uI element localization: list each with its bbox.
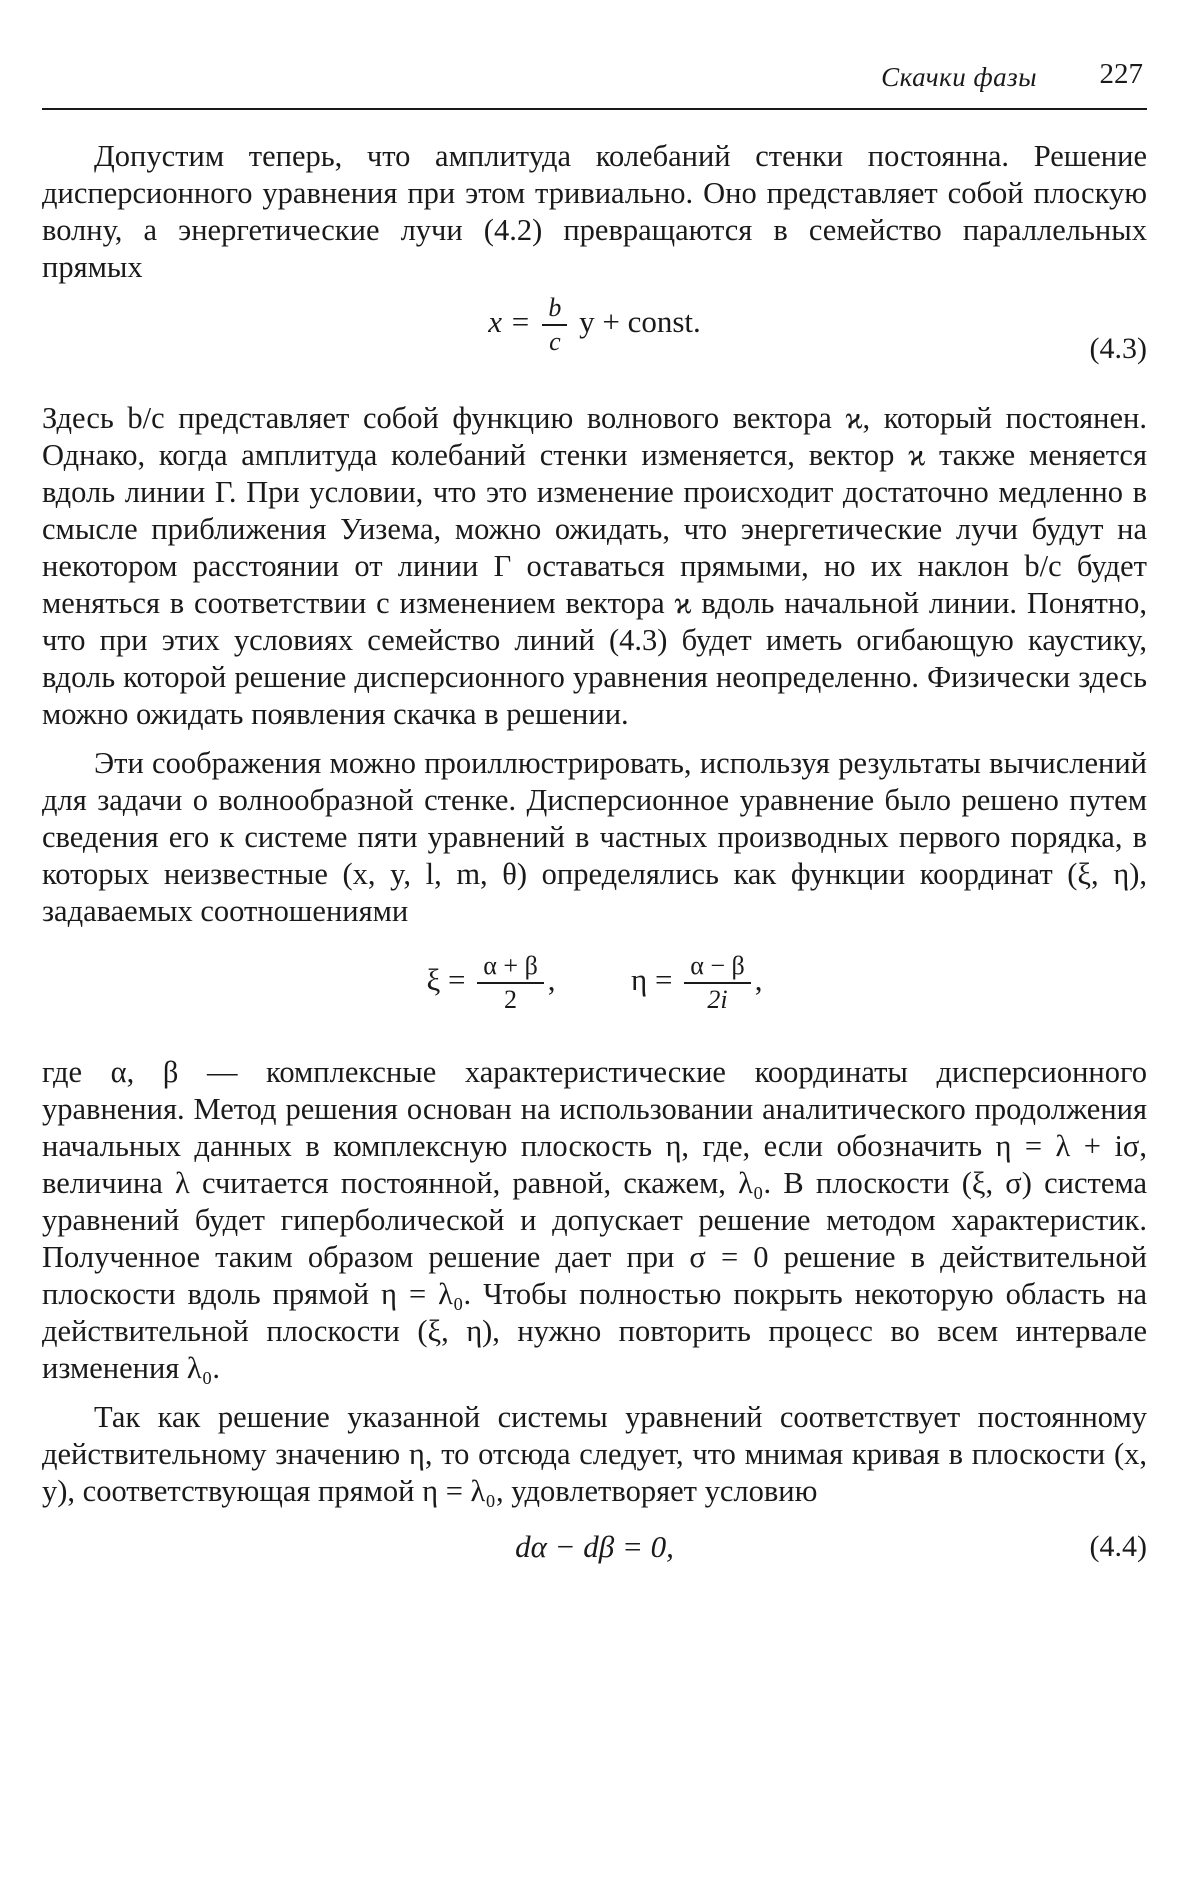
equation-4-3-formula [42,292,1147,358]
fraction-numerator: b [542,292,567,326]
fraction-xi [477,950,544,1016]
page-number: 227 [1099,58,1143,90]
fraction-denominator: c [549,327,561,356]
formula-end: , [754,962,763,998]
equation-xi-eta-formula [42,950,1147,1016]
xi-numerator: α + β [477,950,544,984]
page-body [42,138,1147,1590]
header-rule [42,108,1147,110]
equation-4-3 [42,292,1147,392]
equation-number-4-3: (4.3) [1089,332,1147,365]
eta-lhs: η = [631,962,673,998]
paragraph-3: Эти соображения можно проиллюстрировать, используя результаты вычислений для задачи о волнообразной стенке. Дисперсионное уравнение было решено путем сведения его к системе пяти уравнений в частных производных первого порядка, в которых неизвестные (x, y, l, m, θ) определялись как функции координат (ξ, η), задаваемых соотношениями [42,746,1147,928]
eta-numerator: α − β [684,950,751,984]
paragraph-5: Так как решение указанной системы уравнений соответствует постоянному действительному значению η, то отсюда следует, что мнимая кривая в плоскости (x, y), соответствующая прямой η = λ₀, удовлетворяет условию [42,1400,1147,1508]
equation-4-3-rhs: y + const. [579,304,701,340]
equation-4-4 [42,1516,1147,1582]
equation-4-4-formula: dα − dβ = 0, [515,1529,674,1564]
xi-lhs: ξ = [426,962,466,998]
paragraph-1: Допустим теперь, что амплитуда колебаний стенки постоянна. Решение дисперсионного уравнения при этом тривиально. Оно представляет собой плоскую волну, а энергетические лучи (4.2) превращаются в семейство параллельных прямых [42,139,1147,284]
running-title: Скачки фазы [881,62,1037,92]
running-header [42,52,1147,112]
paragraph-2: Здесь b/c представляет собой функцию волнового вектора ϰ, который постоянен. Однако, когда амплитуда колебаний стенки изменяется, вектор ϰ также меняется вдоль линии Γ. При условии, что это изменение происходит достаточно медленно в смысле приближения Уизема, можно ожидать, что энергетические лучи будут на некотором расстоянии от линии Γ оставаться прямыми, но их наклон b/c будет меняться в соответствии с изменением вектора ϰ вдоль начальной линии. Понятно, что при этих условиях семейство линий (4.3) будет иметь огибающую каустику, вдоль которой решение дисперсионного уравнения неопределенно. Физически здесь можно ожидать появления скачка в решении. [42,401,1147,731]
equation-4-3-lhs: x = [488,304,531,340]
fraction-b-over-c [542,292,567,358]
fraction-eta [684,950,751,1016]
xi-denominator: 2 [504,985,518,1014]
paragraph-4: где α, β — комплексные характеристические координаты дисперсионного уравнения. Метод решения основан на использовании аналитического продолжения начальных данных в комплексную плоскость η, где, если обозначить η = λ + iσ, величина λ считается постоянной, равной, скажем, λ₀. В плоскости (ξ, σ) система уравнений будет гиперболической и допускает решение методом характеристик. Полученное таким образом решение дает при σ = 0 решение в действительной плоскости вдоль прямой η = λ₀. Чтобы полностью покрыть некоторую область на действительной плоскости (ξ, η), нужно повторить процесс во всем интервале изменения λ₀. [42,1055,1147,1385]
equation-number-4-4: (4.4) [1089,1530,1147,1563]
formula-separator: , [547,962,556,998]
eta-denominator: 2i [707,985,728,1014]
equation-xi-eta [42,936,1147,1046]
